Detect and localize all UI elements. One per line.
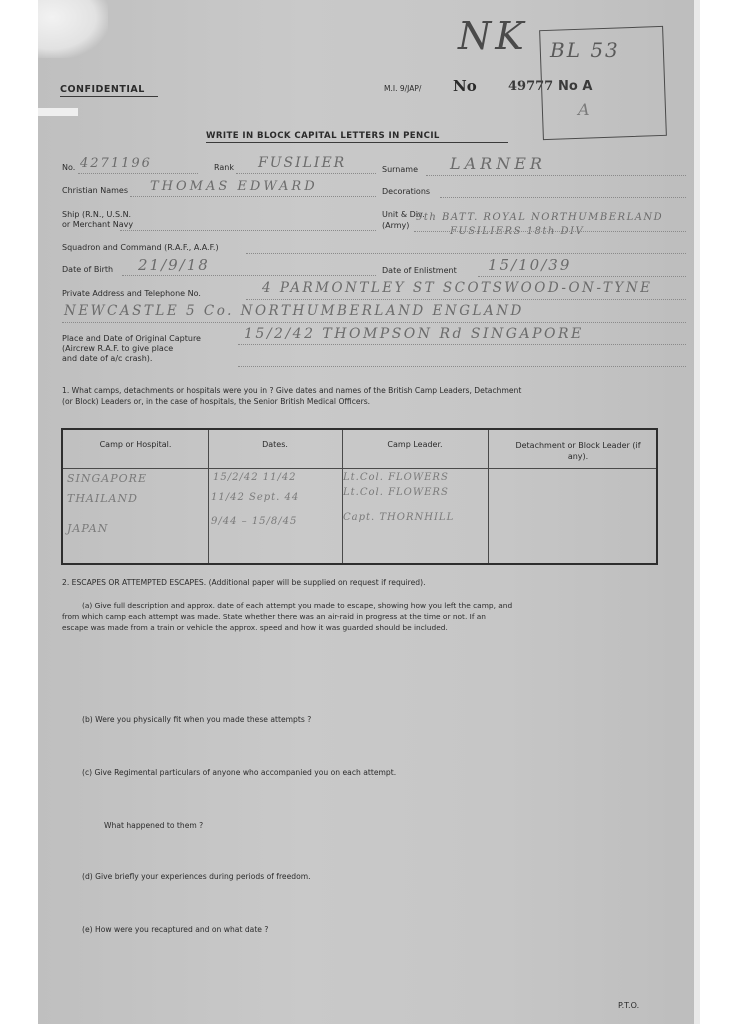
- capture-value: 15/2/42 THOMPSON Rd SINGAPORE: [244, 326, 584, 342]
- stamp-letter: A: [578, 100, 592, 119]
- surname-value: LARNER: [450, 154, 546, 173]
- col-header-detachment: Detachment or Block Leader (if any).: [515, 441, 641, 461]
- no-label: No.: [62, 163, 76, 172]
- q2b-text: (b) Were you physically fit when you made these attempts ?: [82, 715, 312, 724]
- form-ref: M.I. 9/JAP/: [384, 84, 422, 93]
- unit-value-2: FUSILIERS 18th DIV: [450, 226, 585, 237]
- unit-label-2: (Army): [382, 221, 410, 230]
- table-cell: 11/42 Sept. 44: [211, 492, 300, 503]
- confidential-underline: [60, 96, 158, 97]
- address-value-1: 4 PARMONTLEY ST SCOTSWOOD-ON-TYNE: [262, 280, 653, 296]
- ship-label-2: or Merchant Navy: [62, 220, 134, 229]
- decorations-line: [440, 197, 686, 198]
- q2a-line-1: (a) Give full description and approx. date of each attempt you made to escape, showing how you left the camp, and: [82, 601, 513, 610]
- pto-label: P.T.O.: [618, 1001, 640, 1010]
- q2c-followup: What happened to them ?: [104, 821, 204, 830]
- q1-text-line-2: (or Block) Leaders or, in the case of hospitals, the Senior British Medical Officers.: [62, 397, 371, 406]
- table-cell: 9/44 – 15/8/45: [211, 516, 298, 527]
- camp-table: [61, 428, 658, 565]
- christian-names-value: THOMAS EDWARD: [150, 179, 318, 194]
- form-title: WRITE IN BLOCK CAPITAL LETTERS IN PENCIL: [206, 131, 440, 141]
- q2a-line-2: from which camp each attempt was made. State whether there was an air-raid in progress at the time or not. If an: [62, 612, 486, 621]
- christian-names-label: Christian Names: [62, 186, 128, 195]
- table-cell: 15/2/42 11/42: [213, 472, 297, 483]
- address-line-1: [246, 299, 686, 300]
- christian-names-line: [130, 196, 376, 197]
- address-line-2: [62, 322, 686, 323]
- rank-value: FUSILIER: [258, 155, 347, 171]
- torn-corner: [38, 0, 108, 58]
- col-header-camp: Camp or Hospital.: [99, 440, 172, 449]
- q2d-text: (d) Give briefly your experiences during periods of freedom.: [82, 872, 311, 881]
- table-divider: [208, 430, 209, 563]
- col-header-dates: Dates.: [262, 440, 288, 449]
- capture-label-2: (Aircrew R.A.F. to give place: [62, 344, 174, 353]
- unit-label-1: Unit & Div.: [382, 210, 425, 219]
- table-cell: Capt. THORNHILL: [343, 512, 455, 523]
- serial-number: 49777: [508, 79, 554, 94]
- surname-label: Surname: [382, 165, 418, 174]
- surname-line: [426, 175, 686, 176]
- ship-line: [120, 230, 376, 231]
- unit-line: [414, 231, 686, 232]
- serial-suffix: No A: [558, 79, 593, 94]
- enlistment-value: 15/10/39: [488, 256, 572, 274]
- table-cell: Lt.Col. FLOWERS: [343, 487, 449, 498]
- decorations-label: Decorations: [382, 187, 431, 196]
- q2e-text: (e) How were you recaptured and on what date ?: [82, 925, 269, 934]
- squadron-line: [246, 253, 686, 254]
- no-line: [78, 173, 198, 174]
- capture-label-1: Place and Date of Original Capture: [62, 334, 201, 343]
- enlistment-label: Date of Enlistment: [382, 266, 457, 275]
- q2-heading: 2. ESCAPES OR ATTEMPTED ESCAPES. (Additional paper will be supplied on request if required).: [62, 578, 426, 587]
- title-underline: [206, 142, 508, 143]
- address-value-2: NEWCASTLE 5 Co. NORTHUMBERLAND ENGLAND: [64, 303, 524, 319]
- dob-line: [122, 275, 376, 276]
- q1-text-line-1: 1. What camps, detachments or hospitals were you in ? Give dates and names of the British Camp Leaders, Detachment: [62, 386, 522, 395]
- confidential-label: CONFIDENTIAL: [60, 84, 145, 95]
- page-edge: [694, 0, 700, 1024]
- table-cell: JAPAN: [67, 522, 109, 535]
- table-cell: SINGAPORE: [67, 472, 147, 485]
- torn-edge: [38, 108, 78, 116]
- rank-line: [236, 173, 376, 174]
- capture-line-2: [238, 366, 686, 367]
- form-page: [38, 0, 700, 1024]
- squadron-label: Squadron and Command (R.A.F., A.A.F.): [62, 243, 219, 252]
- unit-value-1: 9th BATT. ROYAL NORTHUMBERLAND: [416, 212, 664, 223]
- col-header-leader: Camp Leader.: [387, 440, 443, 449]
- enlistment-line: [478, 276, 686, 277]
- capture-line-1: [238, 344, 686, 345]
- table-header-rule: [63, 468, 656, 469]
- ship-label-1: Ship (R.N., U.S.N.: [62, 210, 132, 219]
- table-cell: THAILAND: [67, 492, 138, 505]
- q2c-text: (c) Give Regimental particulars of anyone who accompanied you on each attempt.: [82, 768, 397, 777]
- stamp-initials: NK: [458, 14, 528, 58]
- table-cell: Lt.Col. FLOWERS: [343, 472, 449, 483]
- dob-value: 21/9/18: [138, 256, 210, 274]
- address-label: Private Address and Telephone No.: [62, 289, 201, 298]
- q2a-line-3: escape was made from a train or vehicle the approx. speed and how it was guarded should be included.: [62, 623, 448, 632]
- capture-label-3: and date of a/c crash).: [62, 354, 153, 363]
- table-divider: [488, 430, 489, 563]
- rank-label: Rank: [214, 163, 234, 172]
- dob-label: Date of Birth: [62, 265, 114, 274]
- stamp-code: BL 53: [550, 38, 620, 62]
- no-value: 4271196: [80, 156, 152, 171]
- number-label: No: [453, 77, 477, 95]
